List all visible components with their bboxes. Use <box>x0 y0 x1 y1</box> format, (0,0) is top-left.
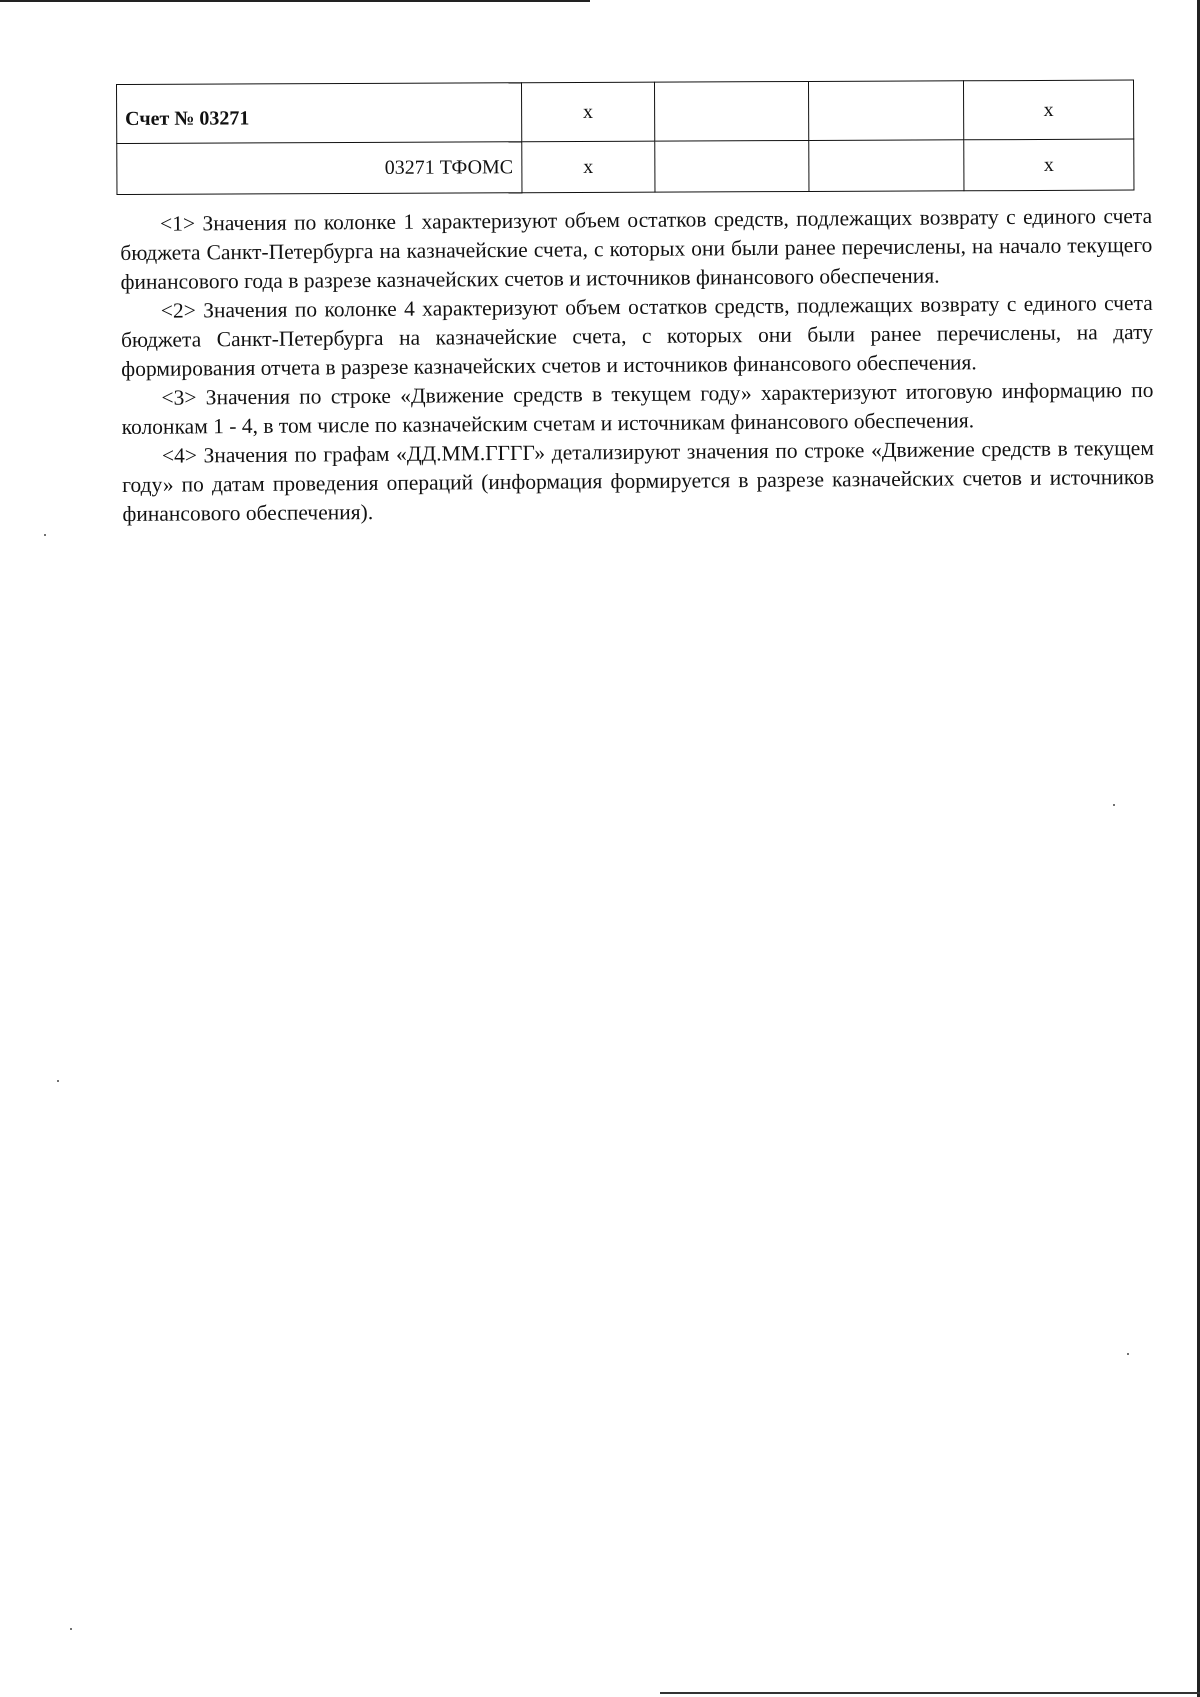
scan-speck <box>70 1628 72 1630</box>
scan-top-edge <box>0 0 590 2</box>
column-2-cell <box>655 140 810 192</box>
footnotes <box>120 202 1154 529</box>
accounts-table <box>116 80 1134 195</box>
table-row <box>117 139 1134 194</box>
column-4-cell: x <box>964 139 1134 191</box>
footnote-1: <1> Значения по колонке 1 характеризуют объем остатков средств, подлежащих возврату с единого счета бюджета Санкт-Петербурга на казначейские счета, с которых они были ранее перечислены, на начало текущего финансового года в разрезе казначейских счетов и источников финансового обеспечения. <box>120 203 1153 294</box>
column-2-cell <box>654 81 809 141</box>
column-1-cell: x <box>521 82 654 142</box>
column-1-cell: x <box>522 141 655 193</box>
column-3-cell <box>809 81 964 141</box>
footnote-4: <4> Значения по графам «ДД.ММ.ГГГГ» детализируют значения по строке «Движение средств в текущем году» по датам проведения операций (информация формируется в разрезе казначейских счетов и источников финансового обеспечения). <box>122 435 1155 526</box>
footnote-3: <3> Значения по строке «Движение средств в текущем году» характеризуют итоговую информацию по колонкам 1 - 4, в том числе по казначейским счетам и источникам финансового обеспечения. <box>121 377 1154 439</box>
table-row <box>117 80 1134 143</box>
account-name-cell: 03271 ТФОМС <box>117 142 522 195</box>
column-3-cell <box>809 140 964 192</box>
scan-speck <box>1113 804 1115 806</box>
scan-speck <box>44 534 46 536</box>
scan-speck <box>57 1080 59 1082</box>
scan-bottom-edge <box>660 1692 1200 1694</box>
footnote-2: <2> Значения по колонке 4 характеризуют объем остатков средств, подлежащих возврату с единого счета бюджета Санкт-Петербурга на казначейские счета, с которых они были ранее перечислены, на дату формирования отчета в разрезе казначейских счетов и источников финансового обеспечения. <box>120 290 1154 381</box>
column-4-cell: x <box>963 80 1133 140</box>
account-name-cell: Счет № 03271 <box>117 83 522 144</box>
scan-speck <box>1127 1353 1129 1355</box>
